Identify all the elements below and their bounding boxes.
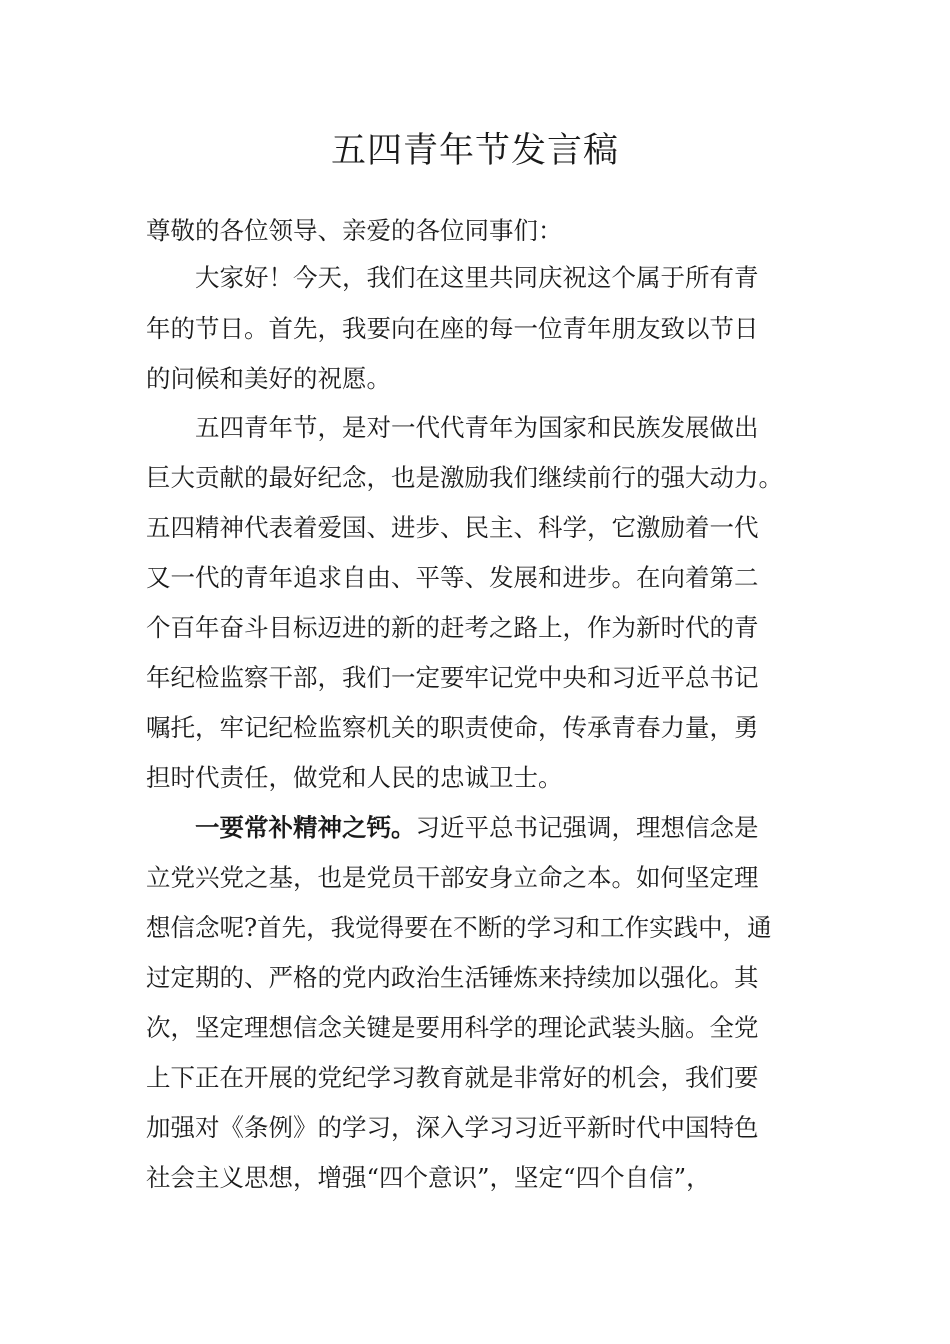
paragraph-line: 巨大贡献的最好纪念，也是激励我们继续前行的强大动力。	[146, 463, 783, 492]
page-title: 五四青年节发言稿	[330, 131, 619, 171]
paragraph-line: 社会主义思想，增强“四个意识”，坚定“四个自信”，	[146, 1163, 711, 1192]
paragraph-line: 大家好！今天，我们在这里共同庆祝这个属于所有青	[195, 263, 759, 292]
paragraph-line: 次，坚定理想信念关键是要用科学的理论武装头脑。全党	[146, 1013, 759, 1042]
paragraph-line: 上下正在开展的党纪学习教育就是非常好的机会，我们要	[146, 1063, 759, 1092]
paragraph-line: 立党兴党之基，也是党员干部安身立命之本。如何坚定理	[146, 863, 759, 892]
paragraph-line: 加强对《条例》的学习，深入学习习近平新时代中国特色	[146, 1113, 759, 1142]
paragraph-line: 的问候和美好的祝愿。	[146, 364, 391, 393]
paragraph-line: 嘱托，牢记纪检监察机关的职责使命，传承青春力量，勇	[146, 713, 759, 742]
section-heading: 一要常补精神之钙。	[195, 813, 416, 842]
paragraph-line: 担时代责任，做党和人民的忠诚卫士。	[146, 763, 563, 792]
paragraph-line: 五四青年节，是对一代代青年为国家和民族发展做出	[195, 413, 759, 442]
section-paragraph-first-line	[195, 811, 759, 845]
paragraph-line: 年纪检监察干部，我们一定要牢记党中央和习近平总书记	[146, 663, 759, 692]
paragraph-line: 想信念呢?首先，我觉得要在不断的学习和工作实践中，通	[146, 913, 772, 942]
paragraph-line: 过定期的、严格的党内政治生活锤炼来持续加以强化。其	[146, 963, 759, 992]
salutation: 尊敬的各位领导、亲爱的各位同事们：	[146, 216, 563, 245]
paragraph-line: 又一代的青年追求自由、平等、发展和进步。在向着第二	[146, 563, 759, 592]
paragraph-line: 个百年奋斗目标迈进的新的赶考之路上，作为新时代的青	[146, 613, 759, 642]
paragraph-text: 习近平总书记强调，理想信念是	[415, 813, 759, 842]
paragraph-line: 年的节日。首先，我要向在座的每一位青年朋友致以节日	[146, 314, 759, 343]
paragraph-line: 五四精神代表着爱国、进步、民主、科学，它激励着一代	[146, 513, 759, 542]
